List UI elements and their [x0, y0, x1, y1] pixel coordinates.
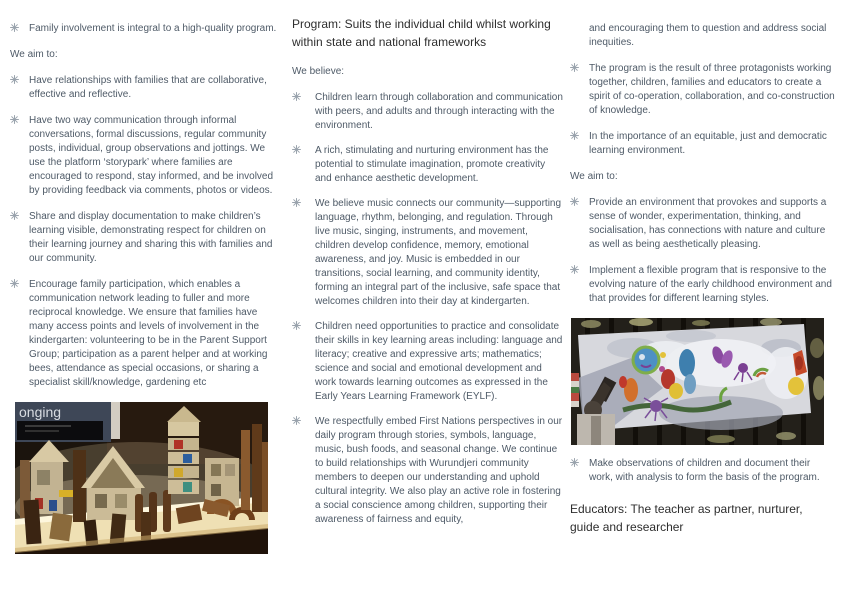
continued-bullet-text: and encouraging them to question and address social inequities.: [589, 23, 827, 48]
bullet-text: Have relationships with families that are collaborative, effective and reflective.: [29, 75, 267, 100]
bullet-text: We respectfully embed First Nations perspectives in our daily program through stories, symbols, language, music, bush foods, and seasonal change. We continue to build relationships with Wurundjeri community members to deepen our understanding and uphold cultural integrity. We also play an active role in fostering a social conscience among children, supporting their awareness of fairness and equity,: [315, 416, 563, 525]
photo-block-construction-light-table: [15, 402, 268, 554]
bullet-item: [292, 197, 564, 309]
bullet-text: Encourage family participation, which enables a communication network leading to fuller and more reciprocal knowledge. We ensure that families have many access points and levels of involvement in the kindergarten: volunteering to be in the Parent Support Group; participation as a parent helper and at working bees, attendance as special occasions, or sharing a specialist skill/knowledge, gardening etc: [29, 279, 268, 388]
asterisk-bullet-icon: [292, 144, 315, 186]
bullet-item: [570, 196, 835, 252]
asterisk-bullet-icon: [292, 197, 315, 309]
aim-label: We aim to:: [570, 171, 618, 182]
asterisk-bullet-icon: [570, 457, 589, 485]
asterisk-bullet-icon: [292, 415, 315, 527]
bullet-text: Family involvement is integral to a high-quality program.: [29, 23, 277, 34]
bullet-item: [292, 144, 564, 186]
bullet-item: [10, 74, 278, 102]
bullet-text: Share and display documentation to make children’s learning visible, demonstrating respect for children on their learning journey and sharing this with families and our community.: [29, 211, 273, 264]
bullet-item: [10, 22, 278, 36]
bullet-item: [292, 320, 564, 404]
asterisk-bullet-icon: [570, 264, 589, 306]
column-aims-educators: [570, 0, 835, 536]
bullet-item: [10, 278, 278, 390]
asterisk-bullet-icon: [10, 114, 29, 198]
aim-label: We aim to:: [10, 49, 58, 60]
educators-heading: Educators: The teacher as partner, nurturer, guide and researcher: [570, 502, 803, 534]
bullet-text: The program is the result of three protagonists working together, children, families and educators to create a spirit of co-operation, collaboration, and co-construction of knowledge.: [589, 63, 835, 116]
bullet-item: [570, 130, 835, 158]
bullet-text: Children need opportunities to practice and consolidate their skills in key learning areas including: language and literacy; creative and expressive arts; mathematics; science and social and emotional development and work towards learning outcomes as expressed in the Early Years Learning Framework (EYLF).: [315, 321, 563, 402]
bullet-item: [292, 415, 564, 527]
photo-sign-text: onging: [19, 404, 62, 420]
asterisk-bullet-icon: [570, 196, 589, 252]
asterisk-bullet-icon: [570, 130, 589, 158]
bullet-item: [570, 457, 835, 485]
photo-children-mural-on-fence: [571, 318, 824, 445]
asterisk-bullet-icon: [10, 278, 29, 390]
bullet-item: [570, 264, 835, 306]
asterisk-bullet-icon: [10, 74, 29, 102]
bullet-item: [10, 210, 278, 266]
asterisk-bullet-icon: [292, 91, 315, 133]
bullet-text: Children learn through collaboration and communication with peers, and adults and through interacting with the environment.: [315, 92, 563, 131]
column-program: [292, 0, 564, 538]
bullet-text: A rich, stimulating and nurturing environment has the potential to stimulate imagination, promote creativity and enhance aesthetic development.: [315, 145, 549, 184]
bullet-text: In the importance of an equitable, just and democratic learning environment.: [589, 131, 827, 156]
asterisk-bullet-icon: [10, 22, 29, 36]
bullet-text: Have two way communication through informal conversations, formal discussions, regular community posts, individual, group observations and jottings. We use the platform ‘storypark’ where families are encouraged to respond, stay informed, and be involved by providing feedback via comments, photos or videos.: [29, 115, 274, 196]
column-family-involvement: [10, 0, 278, 554]
bullet-item: [10, 114, 278, 198]
bullet-text: Provide an environment that provokes and supports a sense of wonder, experimentation, thinking, and socialisation, has connections with nature and culture as well as being aesthetically pleasing.: [589, 197, 827, 250]
bullet-item: [292, 91, 564, 133]
program-heading: Program: Suits the individual child whilst working within state and national frameworks: [292, 17, 551, 49]
bullet-text: Implement a flexible program that is responsive to the evolving nature of the early childhood environment and that provides for different learning styles.: [589, 265, 832, 304]
asterisk-bullet-icon: [10, 210, 29, 266]
believe-label: We believe:: [292, 66, 345, 77]
bullet-item: [570, 62, 835, 118]
asterisk-bullet-icon: [570, 62, 589, 118]
bullet-text: Make observations of children and document their work, with analysis to form the basis of the program.: [589, 458, 820, 483]
asterisk-bullet-icon: [292, 320, 315, 404]
bullet-text: We believe music connects our community—supporting language, rhythm, belonging, and regulation. Through live music, singing, instruments, and movement, children develop confidence, memory, emotional awareness, and joy. Music is embedded in our transitions, social learning, and community identity, forming an integral part of the inclusive, safe space that welcomes children into their day at kindergarten.: [315, 198, 562, 307]
